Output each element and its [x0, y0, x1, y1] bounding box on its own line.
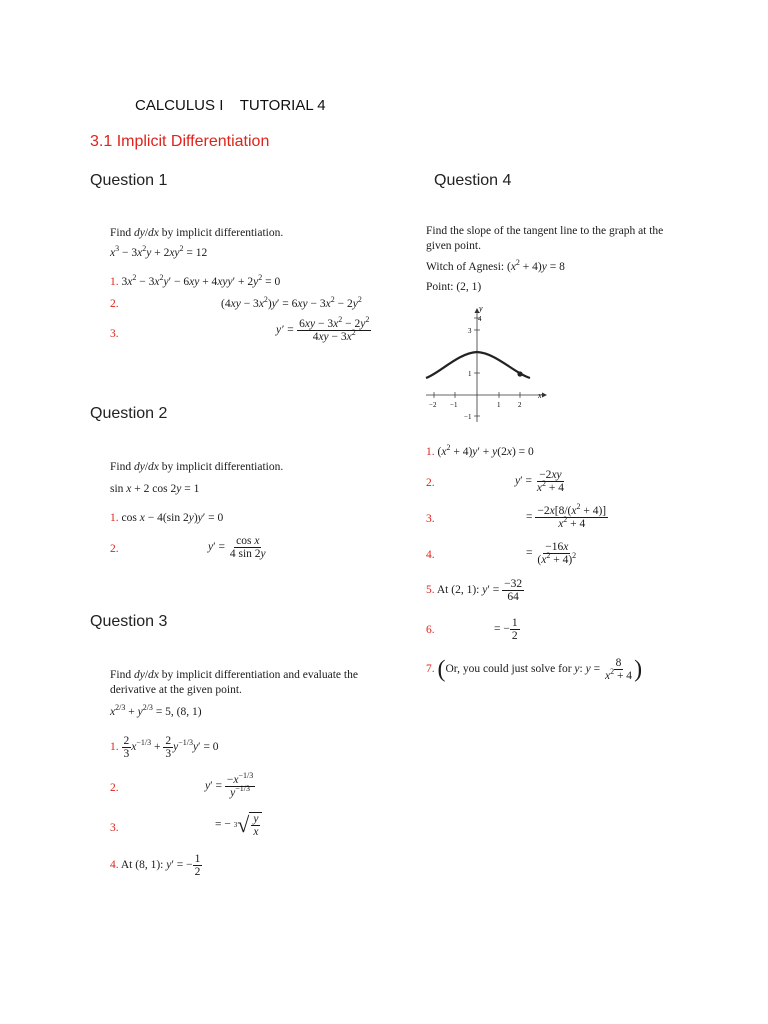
- q4-step-4-number: 4.: [426, 549, 435, 561]
- q4-graph: [420, 300, 550, 430]
- x-axis-arrow: [542, 393, 547, 398]
- y-tick-label-neg1: −1: [464, 413, 472, 421]
- question-3-heading: Question 3: [90, 613, 168, 630]
- q4-step-2: y′ = $\frac{-2xy}{x^2 + 4}$: [515, 469, 564, 494]
- q1-prompt: Find dy/dx by implicit differentiation.: [110, 227, 284, 239]
- question-2-heading: Question 2: [90, 405, 168, 422]
- y-tick-label-1: 1: [468, 370, 472, 378]
- q3-prompt: Find dy/dx by implicit differentiation and evaluate the derivative at the given point.: [110, 669, 358, 696]
- q1-step-2-number: 2.: [110, 298, 119, 310]
- x-tick-label-neg1: −1: [450, 401, 458, 409]
- course-name: CALCULUS I: [135, 97, 224, 114]
- page-title: [135, 97, 326, 114]
- q4-point: Point: (2, 1): [426, 281, 482, 293]
- question-1-heading: Question 1: [90, 172, 168, 189]
- q4-step-6: = − $\frac{1}{2}$: [494, 617, 518, 642]
- witch-of-agnesi-curve: [426, 352, 530, 378]
- q2-prompt: Find dy/dx by implicit differentiation.: [110, 461, 284, 473]
- q3-step-3-number: 3.: [110, 822, 119, 834]
- section-title: 3.1 Implicit Differentiation: [90, 133, 270, 150]
- q2-step-2-number: 2.: [110, 543, 119, 555]
- q2-step-1: 1. cos x − 4(sin 2y)y′ = 0: [110, 512, 224, 524]
- q4-step-1: 1. $(x^2 + 4)y' + y(2x) = 0$: [426, 443, 534, 458]
- q4-step-3: = $\frac{-2x[8/(x^2 + 4)]}{x^2 + 4}$: [526, 502, 607, 530]
- q4-step-4: = $\frac{-16x}{(x^2 + 4)^2}$: [526, 541, 577, 566]
- q1-step-2: $(4xy - 3x^2)y' = 6xy - 3x^2 - 2y^2$: [221, 295, 362, 310]
- y-tick-label-4: 4: [478, 315, 482, 323]
- q4-step-7: 7. (Or, you could just solve for y: y = $\frac{8}{x^2 + 4}$ ): [426, 656, 643, 683]
- q4-step-5: 5. At (2, 1): y′ = $\frac{-32}{64}$: [426, 578, 523, 603]
- y-axis-label: y: [479, 304, 483, 313]
- q3-step-3: = − 3 √ $\frac{y}{x}$: [215, 812, 262, 838]
- q1-step-3-number: 3.: [110, 328, 119, 340]
- q3-step-2-number: 2.: [110, 782, 119, 794]
- q3-step-2: y′ = $\frac{-x^{-1/3}}{y^{-1/3}}$: [205, 771, 254, 799]
- y-tick-label-3: 3: [468, 327, 472, 335]
- q4-prompt: Find the slope of the tangent line to the graph at the given point.: [426, 225, 664, 252]
- q2-equation: sin x + 2 cos 2y = 1: [110, 483, 200, 495]
- q1-equation: $x^3 - 3x^2y + 2xy^2 = 12$: [110, 244, 208, 259]
- x-tick-label-2: 2: [518, 401, 522, 409]
- q1-step-3: y′ = $\frac{6xy - 3x^2 - 2y^2}{4xy - 3x^2}$: [276, 315, 370, 343]
- q3-step-4: 4. At (8, 1): y′ = − $\frac{1}{2}$: [110, 853, 201, 878]
- q3-step-1: 1. $\frac{2}{3}$ $x^{-1/3}$ + $\frac{2}{3}$ $y^{-1/3}y' = 0$: [110, 735, 219, 760]
- q3-equation: $x^{2/3} + y^{2/3} = 5$, (8, 1): [110, 703, 202, 718]
- x-tick-label-1: 1: [497, 401, 501, 409]
- tangent-point: [517, 371, 522, 376]
- q4-step-2-number: 2.: [426, 477, 435, 489]
- question-4-heading: Question 4: [434, 172, 512, 189]
- tutorial-name: TUTORIAL 4: [239, 97, 326, 114]
- q4-step-3-number: 3.: [426, 513, 435, 525]
- x-tick-label-neg2: −2: [429, 401, 437, 409]
- q4-curve: Witch of Agnesi: $(x^2 + 4)y = 8$: [426, 258, 565, 273]
- q1-step-1: 1. $3x^2 - 3x^2y' - 6xy + 4xyy' + 2y^2 = 0$: [110, 273, 281, 288]
- x-axis-label: x: [538, 391, 542, 400]
- q2-step-2: y′ = $\frac{\text{cos x}}{4 \sin 2y}$: [208, 535, 266, 560]
- q4-step-6-number: 6.: [426, 624, 435, 636]
